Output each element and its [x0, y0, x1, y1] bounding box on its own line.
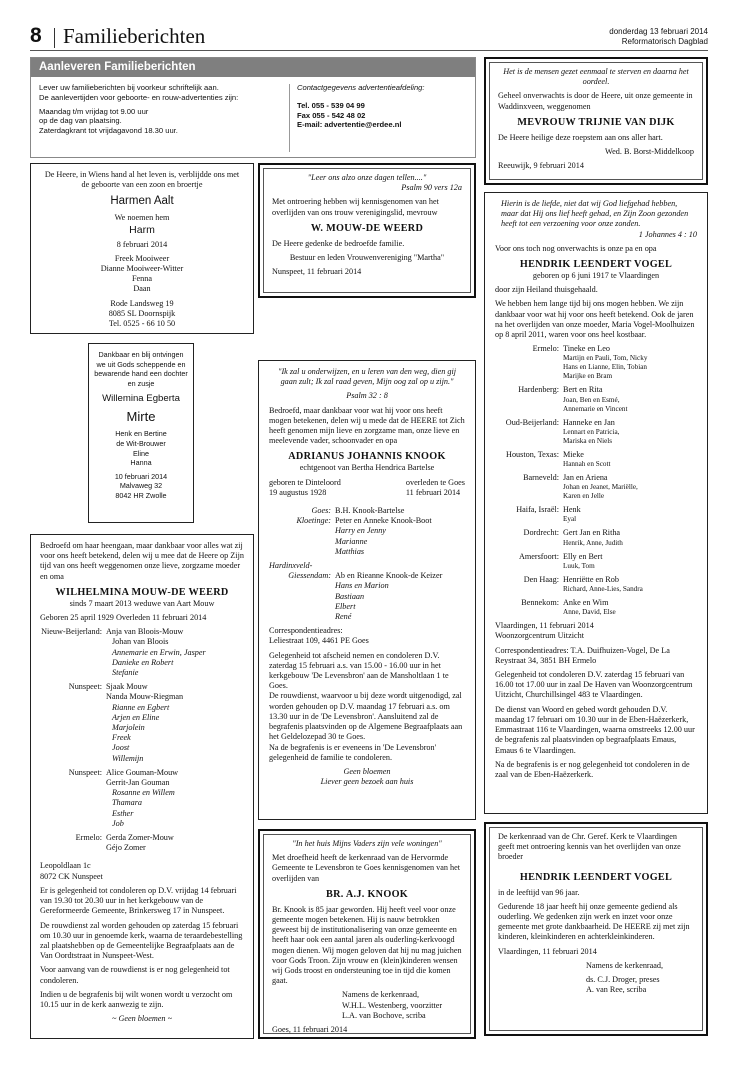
birth-notice-mirte — [88, 343, 194, 523]
family-place: Nunspeet: — [68, 682, 102, 692]
quote: "Leer ons alzo onze dagen tellen...." — [307, 173, 427, 182]
death-notice-vogel — [484, 192, 708, 814]
notice-body: Br. Knook is 85 jaar geworden. Hij heeft veel voor onze gemeente mogen betekenen. Hij is nauw betrokken geweest bij de institutionalisering van onze gemeente en heeft haar ook een aantal jaren als ouderling-kerkvoogd mogen dienen. Wij mogen geloven dat hij nu mag juichen voor Gods Troon. Zijn vrouw en (klein)kinderen wensen wij Gods troost en ondersteuning toe in tijd die komen gaat. — [272, 904, 462, 986]
submission-info-box — [30, 57, 476, 158]
place-date: Vlaardingen, 11 februari 2014 — [495, 621, 594, 631]
sibling-line: Hanna — [130, 458, 152, 468]
family-group — [495, 450, 697, 469]
notice-paragraph: Na de begrafenis is er nog gelegenheid tot condoleren in de zaal van de Eben-Haëzerkerk. — [495, 759, 690, 779]
submission-times — [39, 83, 279, 136]
quote-ref: Psalm 90 vers 12a — [401, 183, 462, 193]
deceased-name: WILHELMINA MOUW-DE WEERD — [55, 586, 229, 598]
family-member: Anke en Wim — [563, 598, 609, 608]
notice-intro: Voor ons toch nog onverwachts is onze pa en opa — [495, 243, 657, 253]
info-line: De aanlevertijden voor geboorte- en rouw-advertenties zijn: — [39, 92, 239, 102]
notice-paragraph: Gelegenheid tot condoleren D.V. zaterdag 15 februari van 16.00 tot 17.00 uur in zaal De Haven van Woonzorgcentrum Uitzicht, Churchillsingel 483 te Vlaardingen. — [495, 670, 693, 700]
family-group — [269, 516, 465, 557]
page-number: 8 — [30, 24, 42, 47]
grandchild: Martijn en Pauli, Tom, Nicky — [563, 354, 648, 363]
sibling-line: Eline — [133, 448, 149, 458]
grandchild: Marjolein — [112, 723, 145, 733]
issue-date: donderdag 13 februari 2014 — [609, 27, 708, 36]
contact-title: Contactgegevens advertentieafdeling: — [297, 83, 425, 92]
quote: Hierin is de liefde, niet dat wij God liefgehad hebben, maar dat Hij ons lief heeft gehad, en Zijn Zoon gezonden heeft tot een verzoening voor onze zonden. — [501, 199, 689, 229]
grandchild: Danieke en Robert — [112, 657, 174, 667]
parent-line: Henk en Bertine — [115, 429, 167, 439]
contact-details — [297, 83, 472, 130]
notice-paragraph: Na de begrafenis is er eveneens in 'De Levensbron' gelegenheid de familie te condoleren. — [269, 742, 437, 762]
notice-paragraph: We hebben hem lange tijd bij ons mogen hebben. We zijn dankbaar voor wat hij voor ons heeft betekend. Ook de jaren na het overlijden van onze moeder, Maria Vogel-Moolhuizen op 8 april 2011, waren voor ons heel kostbaar. — [495, 299, 695, 340]
deceased-name: HENDRIK LEENDERT VOGEL — [519, 259, 673, 271]
notice-paragraph: Er is gelegenheid tot condoleren op D.V. vrijdag 14 februari van 19.30 tot 20.30 uur in het kerkgebouw van de Gereformeerde Gemeente, Brinkersweg 17 in Nunspeet. — [40, 885, 237, 916]
notice-intro: Bedroefd om haar heengaan, maar dankbaar voor alles wat zij voor ons heeft betekend, delen wij u mee dat de Heere op Zijn tijd van ons heeft weggenomen onze lieve, zorgzame moeder en oma — [40, 541, 244, 581]
sibling-line: Fenna — [131, 274, 152, 284]
grandchild: Anne, David, Else — [563, 608, 616, 617]
info-line: Maandag t/m vrijdag tot 9.00 uur — [39, 106, 149, 116]
family-place: Goes: — [311, 506, 331, 516]
child-name: Mirte — [126, 409, 156, 425]
signature-line: Namens de kerkenraad, — [586, 960, 664, 970]
family-member: Gert Jan en Ritha — [563, 528, 621, 538]
notice-closing: ~ Geen bloemen ~ — [111, 1014, 172, 1024]
notice-text: Met droefheid heeft de kerkenraad van de Hervormde Gemeente te Levensbron te Goes kennisgenomen van het overlijden van — [272, 853, 461, 883]
family-member: Gerrit-Jan Gouman — [106, 778, 170, 788]
family-place: Ermelo: — [532, 344, 559, 354]
death-notice-wilhelmina — [30, 534, 254, 1039]
family-group — [495, 344, 697, 381]
birth-notice-harmen — [30, 163, 254, 334]
child-full-name: Willemina Egberta — [102, 393, 180, 405]
grandchild: Job — [112, 818, 124, 828]
family-place: Nunspeet: — [68, 767, 102, 777]
notice-paragraph: Voor aanvang van de rouwdienst is er nog gelegenheid tot condoleren. — [40, 965, 230, 985]
family-group — [40, 682, 244, 764]
deceased-name: MEVROUW TRIJNIE VAN DIJK — [517, 116, 675, 128]
notice-line: in de leeftijd van 96 jaar. — [498, 887, 580, 897]
grandchild: Hannah en Scott — [563, 460, 611, 469]
family-group — [495, 552, 697, 571]
family-place: Ermelo: — [75, 833, 102, 843]
grandchild: Karen en Jelle — [563, 492, 605, 501]
correspondence-label: Correspondentieadres: — [269, 626, 343, 636]
grandchild: Hans en Lianne, Elin, Tobian — [563, 363, 647, 372]
condolence-vereniging — [258, 163, 476, 298]
grandchild: Joost — [112, 743, 130, 753]
page-header — [30, 26, 708, 50]
notice-line: door zijn Heiland thuisgehaald. — [495, 285, 598, 295]
header-dateline — [609, 27, 708, 47]
correspondence-address: Correspondentieadres: T.A. Duifhuizen-Vogel, De La Reystraat 34, 3851 BH Ermelo — [495, 645, 670, 665]
correspondence-address: Leliestraat 109, 4461 PE Goes — [269, 636, 369, 646]
signature-line: ds. C.J. Droger, preses — [586, 975, 660, 985]
grandchild: Willemijn — [112, 753, 144, 763]
deceased-name: ADRIANUS JOHANNIS KNOOK — [288, 451, 446, 463]
born-place: geboren te Dinteloord — [269, 477, 341, 487]
notice-paragraph: De rouwdienst zal worden gehouden op zaterdag 15 februari om 10.30 uur in genoemde kerk, waarna de teraardebestelling zal plaatshebben op de Gemeentelijke Begraafplaats aan de Van Oordtstraat in Nunspeet-West. — [40, 920, 243, 961]
address-line: Rode Landsweg 19 — [110, 298, 174, 308]
birth-date: 10 februari 2014 — [114, 471, 168, 481]
family-place: Kloetinge: — [296, 516, 331, 526]
grandchild: Esther — [112, 808, 134, 818]
info-line: Zaterdagkrant tot vrijdagavond 18.30 uur. — [39, 126, 178, 136]
quote-ref: Psalm 32 : 8 — [346, 391, 388, 401]
notice-text: Met ontroering hebben wij kennisgenomen van het overlijden van ons trouw verenigingslid, mevrouw — [272, 197, 439, 217]
grandchild: Henrik, Anne, Judith — [563, 538, 623, 547]
died-date: 11 februari 2014 — [405, 487, 461, 497]
grandchild: Luuk, Tom — [563, 561, 595, 570]
family-place: Haifa, Israël: — [516, 505, 559, 515]
sibling-line: Daan — [133, 284, 151, 294]
family-member: Henriëtte en Rob — [563, 574, 619, 584]
family-place: Den Haag: — [523, 574, 559, 584]
notice-paragraph: Gelegenheid tot afscheid nemen en condoleren D.V. zaterdag 15 februari a.s. van 15.00 - 16.00 uur in het kerkgebouw 'De Levensbron' aan de Mansholtlaan 1 te Goes. — [269, 650, 449, 691]
signature-line: W.H.L. Westenberg, voorzitter — [342, 1000, 443, 1010]
place-date: Vlaardingen, 11 februari 2014 — [498, 946, 597, 956]
info-line: Lever uw familieberichten bij voorkeur schriftelijk aan. — [39, 83, 219, 92]
signed-by: Bestuur en leden Vrouwenvereniging "Martha" — [289, 253, 445, 263]
family-member: Gerda Zomer-Mouw — [106, 833, 174, 843]
quote: "Ik zal u onderwijzen, en u leren van den weg, dien gij gaan zult; Ik zal raad geven, Mijn oog zal op u zijn." — [278, 367, 456, 387]
address-line: Malvaweg 32 — [119, 481, 163, 491]
family-place: Nieuw-Beijerland: — [41, 627, 102, 637]
divider — [289, 84, 290, 152]
family-group — [269, 571, 465, 622]
family-member: Mieke — [563, 449, 584, 459]
submission-info-title: Aanleveren Familieberichten — [31, 58, 475, 77]
notice-line: De Heere heilige deze roepstem aan ons aller hart. — [498, 132, 663, 142]
grandchild: Freek — [112, 733, 131, 743]
family-place: Hardenberg: — [518, 385, 559, 395]
family-place: Houston, Texas: — [506, 449, 559, 459]
family-group — [495, 528, 697, 547]
grandchild: René — [335, 612, 352, 622]
grandchild: Johan en Jeanet, Mariëlle, — [563, 483, 638, 492]
life-dates: Geboren 25 april 1929 Overleden 11 februari 2014 — [40, 613, 207, 623]
address-line: 8072 CK Nunspeet — [40, 871, 103, 881]
family-member: Tineke en Leo — [563, 344, 610, 354]
parent-line: de Wit-Brouwer — [116, 438, 166, 448]
called-name: Harm — [129, 223, 155, 236]
family-group — [495, 598, 697, 617]
condolence-kerkenraad-knook — [258, 829, 476, 1039]
place-date: Nunspeet, 11 februari 2014 — [272, 267, 362, 277]
family-member: Johan van Bloois — [112, 637, 169, 647]
paper-name: Reformatorisch Dagblad — [621, 37, 708, 46]
notice-paragraph: Indien u de begrafenis bij wilt wonen wordt u verzocht om 10.15 uur in de kerk aanwezig te zijn. — [40, 989, 233, 1009]
parent-line: Dianne Mooiweer-Witter — [100, 264, 184, 274]
notice-paragraph: De dienst van Woord en gebed wordt gehouden D.V. maandag 17 februari om 10.30 uur in de Eben-Haëzerkerk, Emmastraat 116 te Vlaardingen, waarna omstreeks 12.00 uur de begrafenis zal plaatsvinden op begraafplaats Emaus, Emaus 6 te Vlaardingen. — [495, 704, 695, 755]
contact-email[interactable]: E-mail: advertentie@erdee.nl — [297, 120, 402, 130]
born-date: 19 augustus 1928 — [269, 487, 327, 497]
grandchild: Marijke en Bram — [563, 372, 613, 381]
notice-paragraph: De rouwdienst, waarvoor u bij deze wordt uitgenodigd, zal worden gehouden op D.V. maandag 17 februari a.s. om 13.30 uur in de 'De Levensbron'. Aansluitend zal de begrafenis plaatsvinden op de Algemene Begraafplaats aan het Geldelozepad 30 te Goes. — [269, 691, 463, 742]
family-member: Jan en Ariena — [563, 473, 608, 483]
family-member: Henk — [563, 505, 581, 515]
family-member: Anja van Bloois-Mouw — [106, 627, 184, 637]
family-group — [40, 627, 244, 678]
called-intro: We noemen hem — [114, 213, 170, 223]
family-place: Oud-Beijerland: — [505, 417, 559, 427]
family-group — [40, 833, 244, 853]
parent-line: Freek Mooiweer — [114, 253, 170, 263]
deceased-sub: sinds 7 maart 2013 weduwe van Aart Mouw — [69, 598, 215, 608]
grandchild: Hans en Marion — [335, 581, 389, 591]
condolence-trijnie — [484, 57, 708, 185]
family-place: Amersfoort: — [518, 551, 559, 561]
family-group — [495, 418, 697, 446]
section-title: Familieberichten — [63, 24, 206, 48]
signature-line: L.A. van Bochove, scriba — [342, 1010, 426, 1020]
family-member: Alice Gouman-Mouw — [106, 767, 179, 777]
grandchild: Bastiaan — [335, 591, 365, 601]
notice-body: Gedurende 18 jaar heeft hij onze gemeente gediend als ouderling. We gedenken zijn werk en inzet voor onze gemeente met grote dankbaarheid. De HEERE zij met zijn kinderen, kleinkinderen en achterkleinkinderen. — [498, 901, 690, 942]
grandchild: Eyal — [563, 515, 577, 524]
family-group — [495, 575, 697, 594]
notice-closing: Geen bloemen — [343, 766, 391, 776]
deceased-sub: echtgenoot van Bertha Hendrica Bartelse — [299, 463, 435, 473]
family-place: Giessendam: — [288, 571, 331, 581]
grandchild: Richard, Anne-Lies, Sandra — [563, 585, 643, 594]
family-member: Sjaak Mouw — [106, 682, 148, 692]
address-line: 8085 SL Doornspijk — [108, 308, 176, 318]
deceased-name: W. MOUW-DE WEERD — [310, 222, 424, 234]
info-line: op de dag van plaatsing. — [39, 116, 122, 126]
family-group — [495, 385, 697, 413]
family-member: Peter en Anneke Knook-Boot — [335, 516, 432, 526]
family-group — [269, 506, 465, 516]
grandchild: Lennart en Patricia, — [563, 427, 620, 436]
notice-intro: De Heere, in Wiens hand al het leven is, verblijdde ons met de geboorte van een zoon en broertje — [44, 170, 240, 190]
family-group — [495, 505, 697, 524]
family-member: B.H. Knook-Bartelse — [335, 506, 405, 516]
death-notice-knook — [258, 360, 476, 820]
family-place: Hardinxveld- — [269, 561, 313, 571]
family-member: Ab en Rieanne Knook-de Keizer — [335, 571, 443, 581]
grandchild: Elbert — [335, 601, 356, 611]
grandchild: Thamara — [112, 798, 143, 808]
grandchild: Rosanne en Willem — [112, 788, 175, 798]
header-rule — [30, 50, 708, 51]
place-date: Reeuwijk, 9 februari 2014 — [498, 161, 584, 171]
notice-intro: Dankbaar en blij ontvingen we uit Gods scheppende en bewarende hand een dochter en zusje — [94, 350, 188, 388]
address-line: Leopoldlaan 1c — [40, 861, 91, 871]
deceased-name: BR. A.J. KNOOK — [325, 888, 409, 900]
family-place: Dordrecht: — [523, 528, 559, 538]
grandchild: Annemarie en Erwin, Jasper — [112, 647, 206, 657]
deceased-sub: geboren op 6 juni 1917 te Vlaardingen — [532, 271, 660, 281]
quote-ref: 1 Johannes 4 : 10 — [638, 229, 697, 239]
family-place: Bennekom: — [521, 598, 559, 608]
grandchild: Rianne en Egbert — [112, 702, 170, 712]
contact-fax: Fax 055 - 542 48 02 — [297, 110, 366, 120]
grandchild: Annemarie en Vincent — [563, 404, 628, 413]
header-divider — [54, 28, 55, 48]
signature-line: Namens de kerkenraad, — [342, 990, 420, 1000]
grandchild: Matthias — [335, 546, 365, 556]
family-member: Géjo Zomer — [106, 843, 146, 853]
notice-line: De Heere gedenke de bedroefde familie. — [272, 238, 405, 248]
place-date: Goes, 11 februari 2014 — [272, 1025, 348, 1035]
grandchild: Stefanie — [112, 668, 139, 678]
died-place: overleden te Goes — [405, 477, 465, 487]
contact-phone[interactable]: Tel. 055 - 539 04 99 — [297, 100, 365, 110]
grandchild: Marianne — [335, 536, 368, 546]
family-member: Bert en Rita — [563, 385, 603, 395]
child-name: Harmen Aalt — [110, 195, 174, 208]
phone-line: Tel. 0525 - 66 10 50 — [108, 319, 176, 329]
grandchild: Harry en Jenny — [335, 526, 386, 536]
birth-date: 8 februari 2014 — [116, 239, 168, 249]
family-group — [495, 473, 697, 501]
place-date: Woonzorgcentrum Uitzicht — [495, 631, 584, 641]
quote: Het is de mensen gezet eenmaal te sterven en daarna het oordeel. — [503, 67, 689, 87]
notice-closing: Liever geen bezoek aan huis — [320, 777, 414, 787]
grandchild: Joan, Ben en Esmé, — [563, 395, 620, 404]
quote: "In het huis Mijns Vaders zijn vele woningen" — [292, 839, 442, 848]
signed-by: Wed. B. Borst-Middelkoop — [605, 147, 694, 157]
family-member: Elly en Bert — [563, 551, 603, 561]
life-dates — [269, 478, 465, 498]
family-member: Nanda Mouw-Riegman — [106, 692, 184, 702]
family-group — [40, 768, 244, 829]
family-member: Hanneke en Jan — [563, 417, 615, 427]
signature-line: A. van Ree, scriba — [586, 985, 647, 995]
notice-text: De kerkenraad van de Chr. Geref. Kerk te Vlaardingen geeft met ontroering kennis van het overlijden van onze broeder — [498, 832, 681, 862]
grandchild: Mariska en Niels — [563, 436, 613, 445]
grandchild: Arjen en Eline — [112, 712, 160, 722]
notice-text: Geheel onverwachts is door de Heere, uit onze gemeente in Waddinxveen, weggenomen — [498, 91, 693, 111]
deceased-name: HENDRIK LEENDERT VOGEL — [519, 871, 673, 883]
family-place: Barneveld: — [523, 473, 559, 483]
address-line: 8042 HR Zwolle — [115, 490, 167, 500]
condolence-kerkenraad-vogel — [484, 822, 708, 1036]
notice-intro: Bedroefd, maar dankbaar voor wat hij voor ons heeft mogen betekenen, delen wij u mede dat de HEERE tot Zich heeft genomen mijn lieve en zorgzame man, onze lieve en meelevende vader, schoonvader en opa — [269, 405, 465, 446]
